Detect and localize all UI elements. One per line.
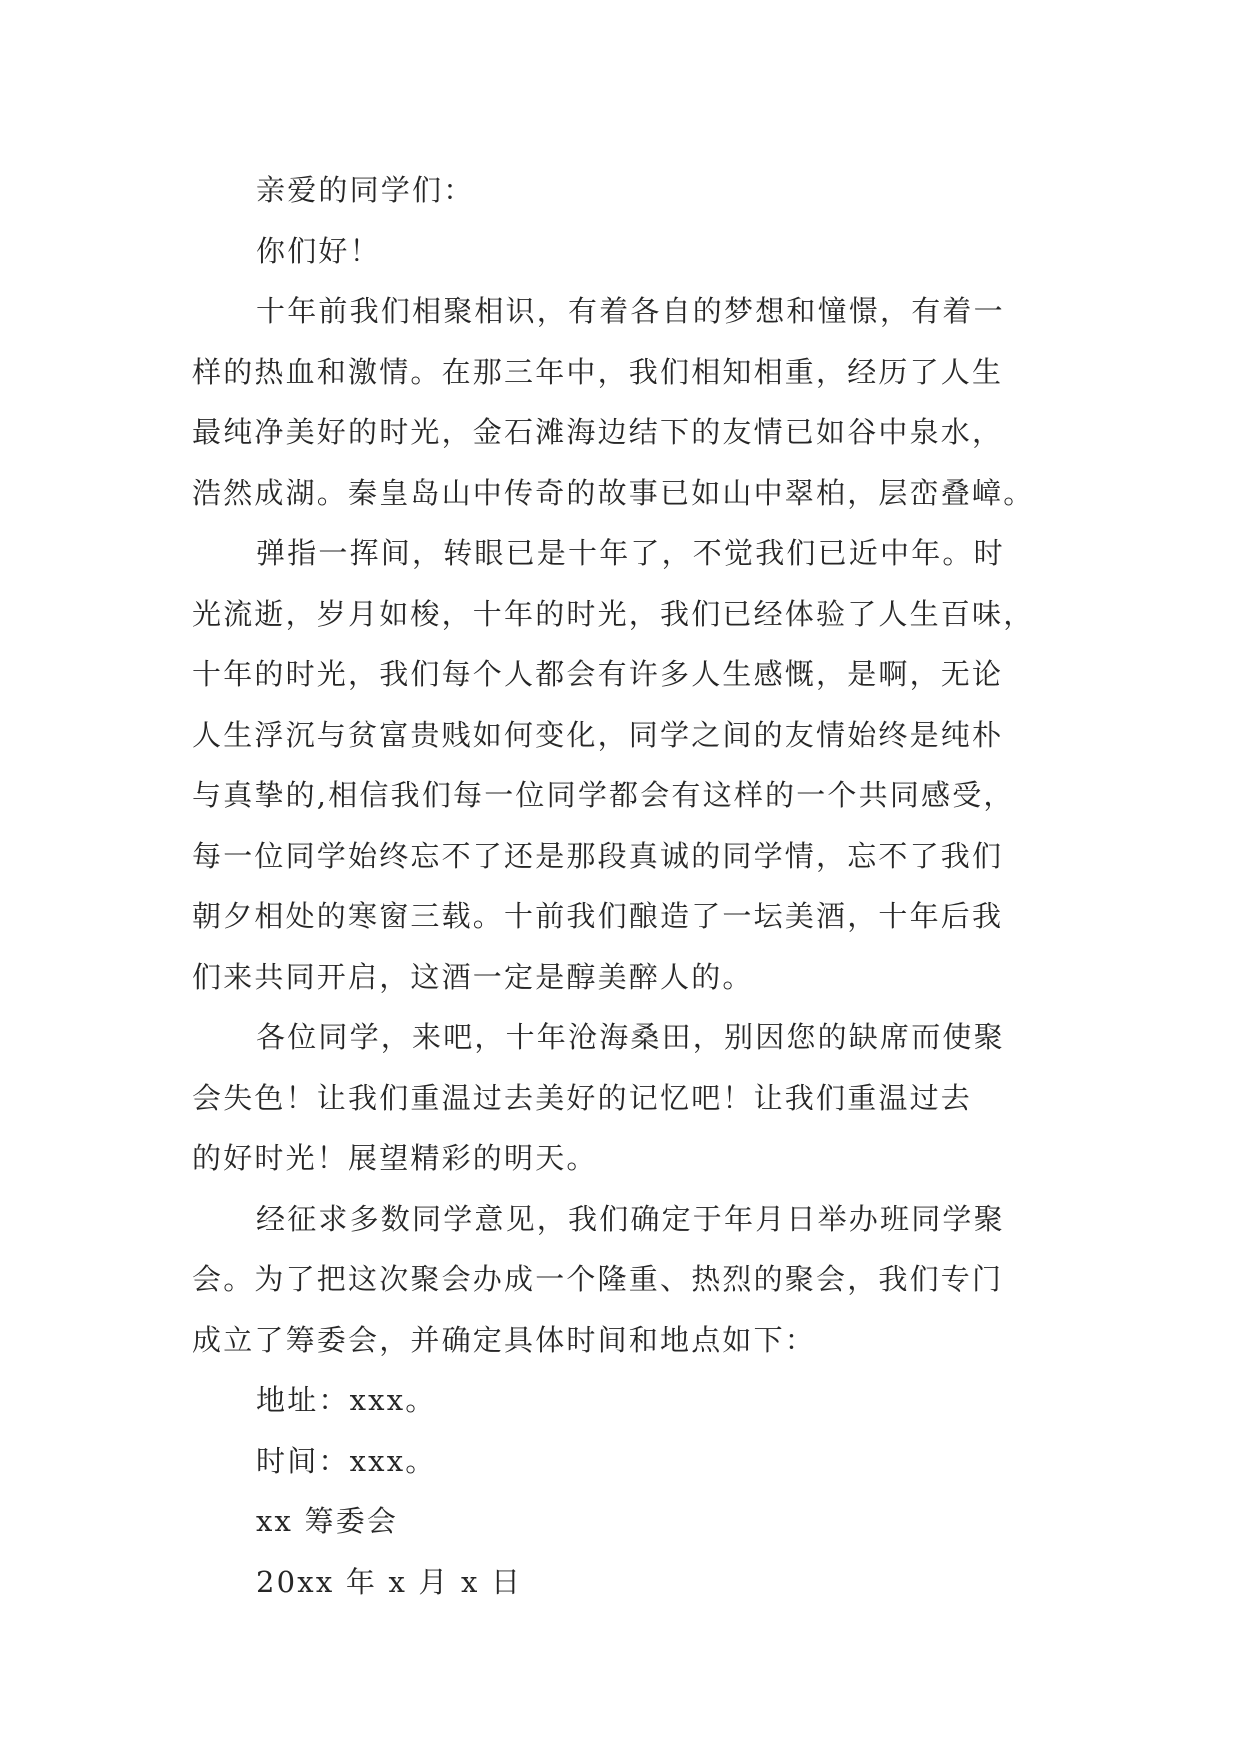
greeting: 你们好！ <box>256 233 381 268</box>
paragraph-line: 经征求多数同学意见，我们确定于年月日举办班同学聚 <box>256 1201 1005 1236</box>
signature: xx 筹委会 <box>256 1504 399 1538</box>
date-line: 20xx 年 x 月 x 日 <box>256 1564 523 1599</box>
paragraph-line: 十年的时光，我们每个人都会有许多人生感慨，是啊，无论 <box>192 657 1004 691</box>
paragraph-line: 浩然成湖。秦皇岛山中传奇的故事已如山中翠柏，层峦叠嶂。 <box>192 475 1035 510</box>
paragraph-line: 与真挚的,相信我们每一位同学都会有这样的一个共同感受， <box>192 778 1015 812</box>
salutation: 亲爱的同学们： <box>256 173 475 207</box>
paragraph-line: 朝夕相处的寒窗三载。十前我们酿造了一坛美酒，十年后我 <box>192 899 1004 933</box>
address-line: 地址：xxx。 <box>256 1383 437 1417</box>
paragraph-line: 成立了筹委会，并确定具体时间和地点如下： <box>192 1322 817 1357</box>
time-line: 时间：xxx。 <box>256 1443 437 1478</box>
paragraph-line: 们来共同开启，这酒一定是醇美醉人的。 <box>192 959 754 994</box>
letter-body <box>192 160 1052 1612</box>
paragraph-line: 各位同学，来吧，十年沧海桑田，别因您的缺席而使聚 <box>256 1020 1005 1054</box>
paragraph-line: 最纯净美好的时光，金石滩海边结下的友情已如谷中泉水， <box>192 415 1004 449</box>
paragraph-line: 光流逝，岁月如梭，十年的时光，我们已经体验了人生百味， <box>192 596 1035 631</box>
paragraph-line: 人生浮沉与贫富贵贱如何变化，同学之间的友情始终是纯朴 <box>192 717 1004 752</box>
paragraph-line: 会。为了把这次聚会办成一个隆重、热烈的聚会，我们专门 <box>192 1262 1004 1296</box>
paragraph-line: 会失色！让我们重温过去美好的记忆吧！让我们重温过去 <box>192 1080 973 1115</box>
paragraph-line: 每一位同学始终忘不了还是那段真诚的同学情，忘不了我们 <box>192 838 1004 873</box>
paragraph-line: 弹指一挥间，转眼已是十年了，不觉我们已近中年。时 <box>256 536 1005 570</box>
paragraph-line: 样的热血和激情。在那三年中，我们相知相重，经历了人生 <box>192 354 1004 389</box>
paragraph-line: 的好时光！展望精彩的明天。 <box>192 1141 598 1175</box>
paragraph-line: 十年前我们相聚相识，有着各自的梦想和憧憬，有着一 <box>256 294 1005 328</box>
